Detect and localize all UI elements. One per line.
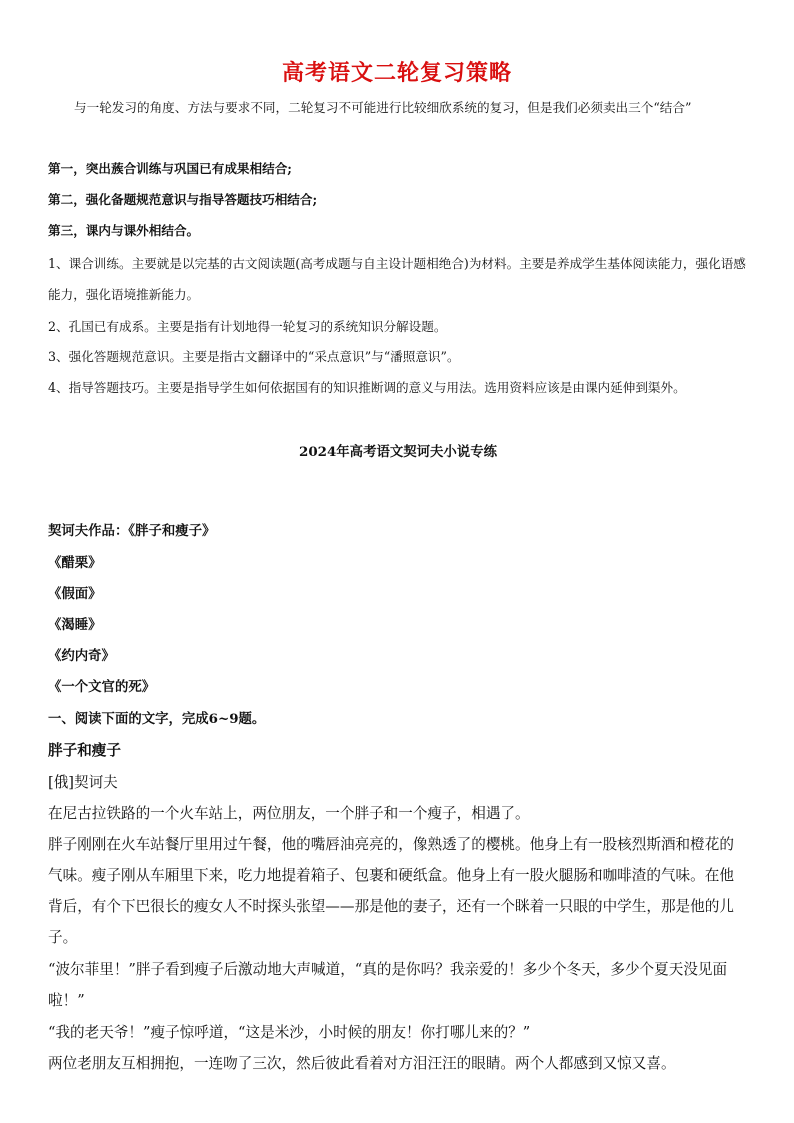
work-item: 《一个文官的死》	[48, 679, 156, 695]
work-item: 《假面》	[48, 586, 102, 602]
point-1: 第一，突出蔟合训练与巩国已有成果相结合;	[48, 161, 292, 176]
story-paragraph: “波尔菲里！”胖子看到瘦子后激动地大声喊道，“真的是你吗？我亲爱的！多少个冬天，多少个夏天没见面啦！”	[48, 961, 728, 1009]
work-item: 《醋栗》	[48, 555, 102, 571]
story-paragraph: “我的老天爷！”瘦子惊呼道，“这是米沙，小时候的朋友！你打哪儿来的？”	[48, 1024, 531, 1041]
story-paragraph: 两位老朋友互相拥抱，一连吻了三次，然后彼此看着对方泪汪汪的眼睛。两个人都感到又惊又喜。	[48, 1055, 676, 1072]
document-title: 高考语文二轮复习策略	[281, 61, 512, 86]
section-title: 2024年高考语文契诃夫小说专练	[299, 444, 497, 460]
item-2: 2、孔国已有成系。主要是指有计划地得一轮复习的系统知识分解设题。	[48, 319, 447, 334]
story-paragraph: 胖子刚刚在火车站餐厅里用过午餐，他的嘴唇油亮亮的，像熟透了的樱桃。他身上有一股核烈斯酒和橙花的气味。瘦子刚从车厢里下来，吃力地提着箱子、包裹和硬纸盒。他身上有一股火腿肠和咖啡渣的气味。在他背后，有个下巴很长的瘦女人不时探头张望——那是他的妻子，还有一个眯着一只眼的中学生，那是他的儿子。	[48, 836, 734, 946]
point-2: 第二，强化备题规范意识与指导答题技巧相结合;	[48, 192, 318, 207]
works-label: 契诃夫作品：《胖子和瘦子》	[48, 523, 216, 539]
work-item: 《约内奇》	[48, 648, 115, 664]
point-3: 第三，课内与课外相结合。	[48, 223, 200, 238]
work-item: 《渴睡》	[48, 617, 102, 633]
story-paragraph: 在尼古拉铁路的一个火车站上，两位朋友，一个胖子和一个瘦子，相遇了。	[48, 805, 530, 822]
intro-paragraph: 与一轮发习的角度、方法与要求不同，二轮复习不可能进行比较细欣系统的复习，但是我们必须卖出三个“结合”	[74, 100, 692, 115]
item-4: 4、指导答题技巧。主要是指导学生如何依据国有的知识推断调的意义与用法。选用资料应该是由课内延伸到渠外。	[48, 380, 686, 395]
item-3: 3、强化答题规范意识。主要是指古文翻译中的“采点意识”与“潘照意识”。	[48, 349, 460, 364]
story-title: 胖子和瘦子	[48, 742, 121, 759]
item-1: 1、课合训练。主要就是以完基的古文阅读题(高考成题与自主设计题相绝合)为材料。主要是养成学生基体阅读能力，强化语感能力，强化语境推新能力。	[48, 256, 746, 302]
story-author: [俄]契诃夫	[48, 774, 118, 791]
question-heading: 一、阅读下面的文字，完成6~9题。	[48, 711, 266, 727]
